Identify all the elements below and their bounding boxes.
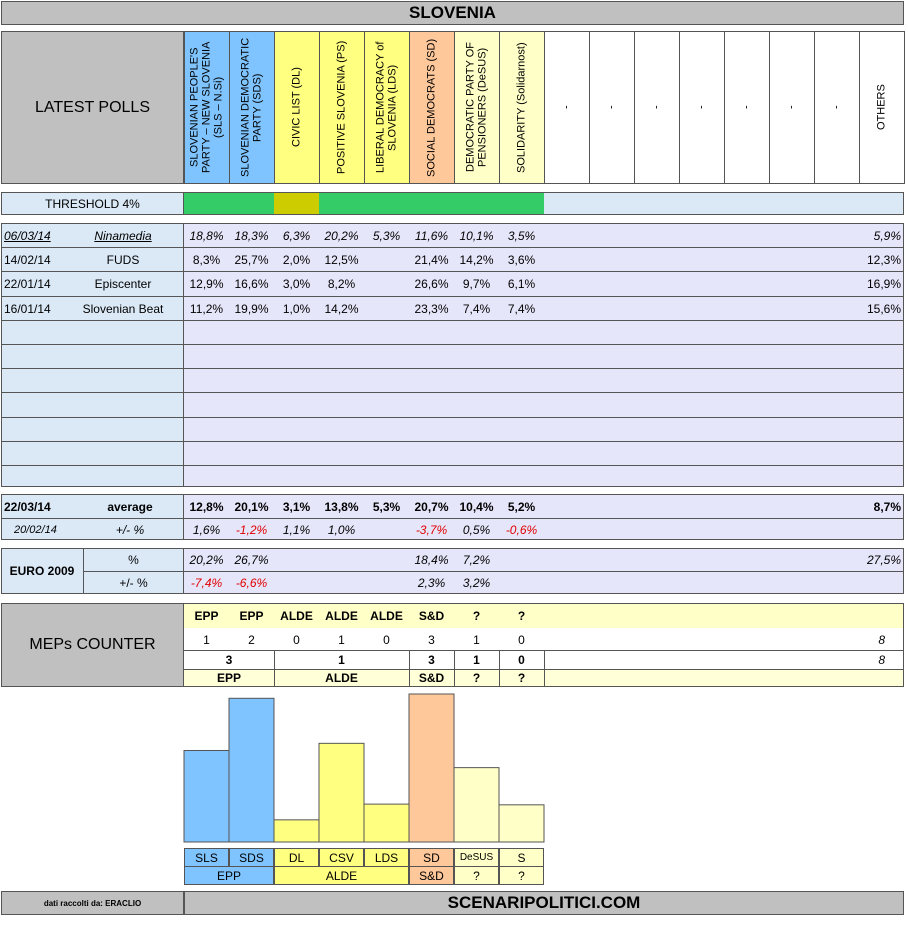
meps-group-total: 3 — [225, 653, 233, 667]
euro-value — [364, 549, 409, 571]
meps-group-name: EPP — [216, 671, 241, 685]
column-header-label: CIVIC LIST (DL) — [290, 67, 303, 148]
poll-value: 11,6% — [414, 228, 449, 243]
column-header-label: - — [560, 105, 573, 110]
poll-value: 16,6% — [234, 276, 269, 291]
chart-group-label: EPP — [184, 866, 274, 885]
poll-source: Episcenter — [94, 276, 152, 291]
meps-seat: 0 — [518, 632, 525, 647]
row-divider — [1, 344, 904, 345]
chart-category-label: CSV — [319, 848, 364, 867]
poll-value: 18,8% — [189, 228, 224, 243]
poll-value: 6,3% — [282, 228, 311, 243]
euro-value — [274, 549, 319, 571]
average-value: 10,4% — [459, 499, 494, 514]
chart-group-label: ? — [454, 866, 499, 885]
poll-value: 14,2% — [459, 252, 494, 267]
chart-bar — [409, 694, 454, 842]
group-divider — [409, 650, 410, 687]
meps-group-name: ? — [517, 671, 526, 685]
poll-value: 3,6% — [507, 252, 536, 267]
poll-value: 11,2% — [189, 301, 224, 316]
poll-source: Slovenian Beat — [82, 301, 164, 316]
footer-credit: dati raccolti da: ERACLIO — [43, 898, 142, 908]
column-header-label: SLOVENIAN PEOPLE'S PARTY – NEW SLOVENIA (SLS – N.Si) — [188, 41, 225, 174]
row-divider — [1, 392, 904, 393]
column-header-label: DEMOCRATIC PARTY OF PENSIONERS (DeSUS) — [464, 42, 489, 173]
column-header-label: SOLIDARITY (Solidarnost) — [515, 42, 528, 173]
meps-seat: 0 — [383, 632, 390, 647]
group-divider — [499, 650, 500, 687]
column-header-label: SOCIAL DEMOCRATS (SD) — [425, 38, 438, 177]
threshold-bar — [364, 193, 409, 214]
poll-others: 15,6% — [866, 301, 901, 316]
meps-group: EPP — [194, 609, 219, 623]
chart-bar — [229, 698, 274, 842]
poll-value: 8,2% — [327, 276, 356, 291]
page-title: SLOVENIA — [409, 3, 496, 22]
meps-label: MEPs COUNTER — [29, 636, 156, 653]
meps-seat: 1 — [203, 632, 210, 647]
average-diff — [364, 519, 409, 540]
meps-seat: 2 — [248, 632, 255, 647]
euro-label: EURO 2009 — [9, 564, 75, 578]
chart-group-label: ALDE — [274, 866, 409, 885]
chart-bar — [184, 750, 229, 842]
average-diff: 1,1% — [282, 522, 311, 537]
poll-value — [364, 248, 409, 271]
meps-group: ? — [517, 609, 526, 623]
euro-value: 20,2% — [189, 553, 224, 567]
poll-value: 19,9% — [234, 301, 269, 316]
average-value: 3,1% — [282, 499, 311, 514]
average-others: 8,7% — [873, 499, 901, 514]
poll-date: 14/02/14 — [4, 252, 51, 267]
average-diff: -0,6% — [505, 522, 538, 537]
poll-value: 10,1% — [459, 228, 494, 243]
column-header-label: - — [695, 105, 708, 110]
euro-pct-label: % — [128, 552, 139, 567]
poll-value: 1,0% — [282, 301, 311, 316]
threshold-bar — [454, 193, 499, 214]
meps-seats-total: 8 — [878, 632, 885, 647]
average-diff: 0,5% — [462, 522, 491, 537]
column-header-label: - — [785, 105, 798, 110]
chart-bar — [364, 804, 409, 842]
poll-source: FUDS — [106, 252, 140, 267]
average-diff: 1,6% — [192, 522, 221, 537]
chart-category-label: SLS — [184, 848, 229, 867]
chart-category-label: SDS — [229, 848, 274, 867]
column-header-label: - — [740, 105, 753, 110]
poll-date: 16/01/14 — [4, 301, 51, 316]
group-divider — [454, 650, 455, 687]
column-header-label: - — [605, 105, 618, 110]
chart-bar — [499, 805, 544, 842]
poll-value: 14,2% — [324, 301, 359, 316]
chart-bar — [319, 743, 364, 842]
poll-value: 8,3% — [192, 252, 221, 267]
threshold-bar — [409, 193, 454, 214]
average-value: 12,8% — [189, 499, 224, 514]
average-diff: 1,0% — [327, 522, 356, 537]
meps-group-name: ? — [472, 671, 481, 685]
latest-polls-label: LATEST POLLS — [34, 98, 150, 116]
average-diff-label: +/- % — [115, 522, 145, 537]
poll-value: 12,9% — [189, 276, 224, 291]
poll-date: 06/03/14 — [4, 228, 51, 243]
poll-value: 3,5% — [507, 228, 536, 243]
meps-group-total: 0 — [518, 653, 525, 667]
euro-diff — [319, 572, 364, 594]
average-diff: -3,7% — [415, 522, 448, 537]
euro-diff — [499, 572, 544, 594]
column-header-label: - — [650, 105, 663, 110]
chart-category-label: S — [499, 848, 544, 867]
meps-seat: 0 — [293, 632, 300, 647]
euro-diff-label: +/- % — [119, 576, 148, 590]
poll-others: 12,3% — [866, 252, 901, 267]
poll-date: 22/01/14 — [4, 276, 51, 291]
poll-value: 21,4% — [414, 252, 449, 267]
chart-bar — [274, 820, 319, 842]
meps-group-name: S&D — [418, 671, 445, 685]
poll-others: 16,9% — [866, 276, 901, 291]
chart-category-label: DL — [274, 848, 319, 867]
poll-value: 7,4% — [462, 301, 491, 316]
footer-site: SCENARIPOLITICI.COM — [447, 893, 641, 912]
average-value: 20,1% — [234, 499, 269, 514]
poll-value — [364, 272, 409, 295]
euro-diff — [364, 572, 409, 594]
chart-group-label: S&D — [409, 866, 454, 885]
average-value: 13,8% — [324, 499, 359, 514]
euro-value — [499, 549, 544, 571]
column-header-label: SLOVENIAN DEMOCRATIC PARTY (SDS) — [239, 37, 264, 178]
poll-value: 23,3% — [414, 301, 449, 316]
average-value: 5,3% — [372, 499, 401, 514]
meps-total-sum: 8 — [878, 653, 885, 667]
meps-seat: 1 — [473, 632, 480, 647]
group-divider — [274, 650, 275, 687]
poll-value: 25,7% — [234, 252, 269, 267]
column-header-label: LIBERAL DEMOCRACY of SLOVENIA (LDS) — [374, 41, 399, 174]
euro-diff: -6,6% — [235, 576, 268, 590]
group-divider — [544, 650, 545, 687]
row-divider — [1, 465, 904, 466]
row-divider — [1, 368, 904, 369]
poll-value: 5,3% — [372, 228, 401, 243]
poll-source: Ninamedia — [94, 228, 152, 243]
euro-value: 18,4% — [414, 553, 449, 567]
meps-seat: 1 — [338, 632, 345, 647]
poll-value: 9,7% — [462, 276, 491, 291]
poll-value — [364, 297, 409, 320]
chart-category-label: LDS — [364, 848, 409, 867]
poll-value: 3,0% — [282, 276, 311, 291]
euro-value — [319, 549, 364, 571]
poll-value: 18,3% — [234, 228, 269, 243]
average-label: average — [107, 499, 153, 514]
column-header-label: POSITIVE SLOVENIA (PS) — [335, 40, 348, 175]
threshold-bar — [319, 193, 364, 214]
meps-group-total: 3 — [428, 653, 435, 667]
meps-group-name: ALDE — [325, 671, 358, 685]
row-divider — [1, 417, 904, 418]
threshold-bar — [274, 193, 319, 214]
chart-bar — [454, 768, 499, 842]
poll-value: 6,1% — [507, 276, 536, 291]
chart-category-label: SD — [409, 848, 454, 867]
threshold-bar — [499, 193, 544, 214]
poll-value: 20,2% — [324, 228, 359, 243]
average-value: 5,2% — [507, 499, 536, 514]
threshold-bar — [229, 193, 274, 214]
meps-group: S&D — [418, 609, 445, 623]
meps-group-total: 1 — [338, 653, 345, 667]
euro-diff: -7,4% — [190, 576, 223, 590]
average-prev-date: 20/02/14 — [14, 523, 57, 536]
meps-group-total: 1 — [473, 653, 480, 667]
euro-value: 7,2% — [462, 553, 491, 567]
threshold-label: THRESHOLD 4% — [45, 196, 140, 211]
average-value: 20,7% — [414, 499, 449, 514]
poll-value: 2,0% — [282, 252, 311, 267]
poll-others: 5,9% — [873, 228, 901, 243]
chart-group-label: ? — [499, 866, 544, 885]
chart-category-label: DeSUS — [454, 848, 499, 867]
average-date: 22/03/14 — [4, 499, 51, 514]
column-header-label: - — [830, 105, 843, 110]
euro-diff — [274, 572, 319, 594]
euro-value: 26,7% — [234, 553, 269, 567]
poll-value: 7,4% — [507, 301, 536, 316]
row-divider — [1, 441, 904, 442]
meps-group: ALDE — [325, 609, 358, 623]
meps-group: ? — [472, 609, 481, 623]
threshold-bar — [184, 193, 229, 214]
average-diff: -1,2% — [235, 522, 268, 537]
euro-diff: 2,3% — [417, 576, 446, 590]
meps-group: ALDE — [370, 609, 403, 623]
row-divider — [1, 320, 904, 321]
poll-value: 12,5% — [324, 252, 359, 267]
meps-seat: 3 — [428, 632, 435, 647]
poll-value: 26,6% — [414, 276, 449, 291]
euro-others: 27,5% — [866, 553, 901, 567]
euro-diff: 3,2% — [462, 576, 491, 590]
meps-group: EPP — [239, 609, 264, 623]
meps-group: ALDE — [280, 609, 313, 623]
column-header-label: OTHERS — [875, 84, 888, 131]
